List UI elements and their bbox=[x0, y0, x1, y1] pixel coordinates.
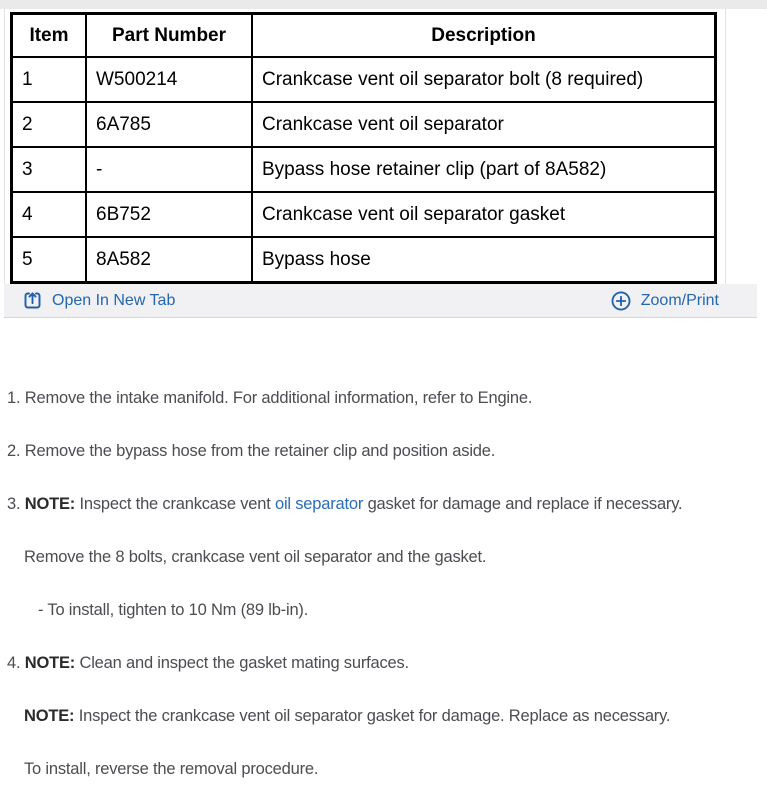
cell-part-number: 6A785 bbox=[86, 102, 252, 147]
cell-description: Bypass hose retainer clip (part of 8A582) bbox=[252, 147, 716, 192]
zoom-plus-icon bbox=[610, 290, 632, 312]
open-in-new-tab-link[interactable] bbox=[22, 290, 175, 311]
dash-bullet: - bbox=[38, 601, 44, 619]
cell-description: Bypass hose bbox=[252, 237, 716, 283]
step-3-torque-substep bbox=[38, 599, 761, 621]
step-4-install bbox=[24, 758, 761, 780]
step-number: 2. bbox=[7, 442, 21, 460]
step-text: Inspect the crankcase vent bbox=[79, 495, 271, 513]
zoom-print-link[interactable] bbox=[610, 290, 719, 312]
step-4-note bbox=[24, 705, 761, 727]
cell-description: Crankcase vent oil separator bolt (8 required) bbox=[252, 57, 716, 102]
step-number: 1. bbox=[7, 389, 21, 407]
parts-table bbox=[10, 12, 717, 284]
col-header-part-number: Part Number bbox=[86, 14, 252, 58]
table-row bbox=[12, 147, 716, 192]
step-number: 3. bbox=[7, 495, 21, 513]
open-in-new-tab-icon bbox=[22, 290, 43, 311]
col-header-item: Item bbox=[12, 14, 87, 58]
step-3-substep bbox=[24, 546, 761, 568]
open-in-new-tab-label: Open In New Tab bbox=[52, 291, 176, 309]
cell-item: 3 bbox=[12, 147, 87, 192]
cell-part-number: 8A582 bbox=[86, 237, 252, 283]
table-header-row bbox=[12, 14, 716, 58]
table-row bbox=[12, 57, 716, 102]
step-text: Remove the bypass hose from the retainer clip and position aside. bbox=[24, 442, 496, 460]
note-label: NOTE: bbox=[24, 654, 76, 672]
cell-item: 1 bbox=[12, 57, 87, 102]
step-4 bbox=[7, 652, 761, 674]
table-row bbox=[12, 192, 716, 237]
cell-description: Crankcase vent oil separator gasket bbox=[252, 192, 716, 237]
cell-item: 4 bbox=[12, 192, 87, 237]
step-text: Inspect the crankcase vent oil separator gasket for damage. Replace as necessary. bbox=[78, 707, 671, 725]
step-1 bbox=[7, 387, 761, 409]
step-text: Remove the intake manifold. For additional information, refer to Engine. bbox=[24, 389, 533, 407]
table-row bbox=[12, 237, 716, 283]
col-header-description: Description bbox=[252, 14, 716, 58]
top-strip bbox=[0, 0, 767, 9]
step-2 bbox=[7, 440, 761, 462]
note-label: NOTE: bbox=[24, 707, 75, 725]
step-3 bbox=[7, 493, 761, 515]
step-text: Remove the 8 bolts, crankcase vent oil separator and the gasket. bbox=[24, 548, 487, 566]
oil-separator-link[interactable]: oil separator bbox=[274, 495, 364, 513]
zoom-print-label: Zoom/Print bbox=[640, 291, 719, 309]
step-text: To install, reverse the removal procedure. bbox=[24, 760, 319, 778]
step-text: To install, tighten to 10 Nm (89 lb-in). bbox=[47, 601, 309, 619]
note-label: NOTE: bbox=[24, 495, 76, 513]
cell-item: 2 bbox=[12, 102, 87, 147]
viewer-toolbar bbox=[4, 284, 757, 318]
cell-description: Crankcase vent oil separator bbox=[252, 102, 716, 147]
table-row bbox=[12, 102, 716, 147]
cell-part-number: W500214 bbox=[86, 57, 252, 102]
cell-item: 5 bbox=[12, 237, 87, 283]
cell-part-number: - bbox=[86, 147, 252, 192]
step-number: 4. bbox=[7, 654, 21, 672]
cell-part-number: 6B752 bbox=[86, 192, 252, 237]
step-text: gasket for damage and replace if necessary. bbox=[367, 495, 683, 513]
step-text: Clean and inspect the gasket mating surfaces. bbox=[79, 654, 409, 672]
